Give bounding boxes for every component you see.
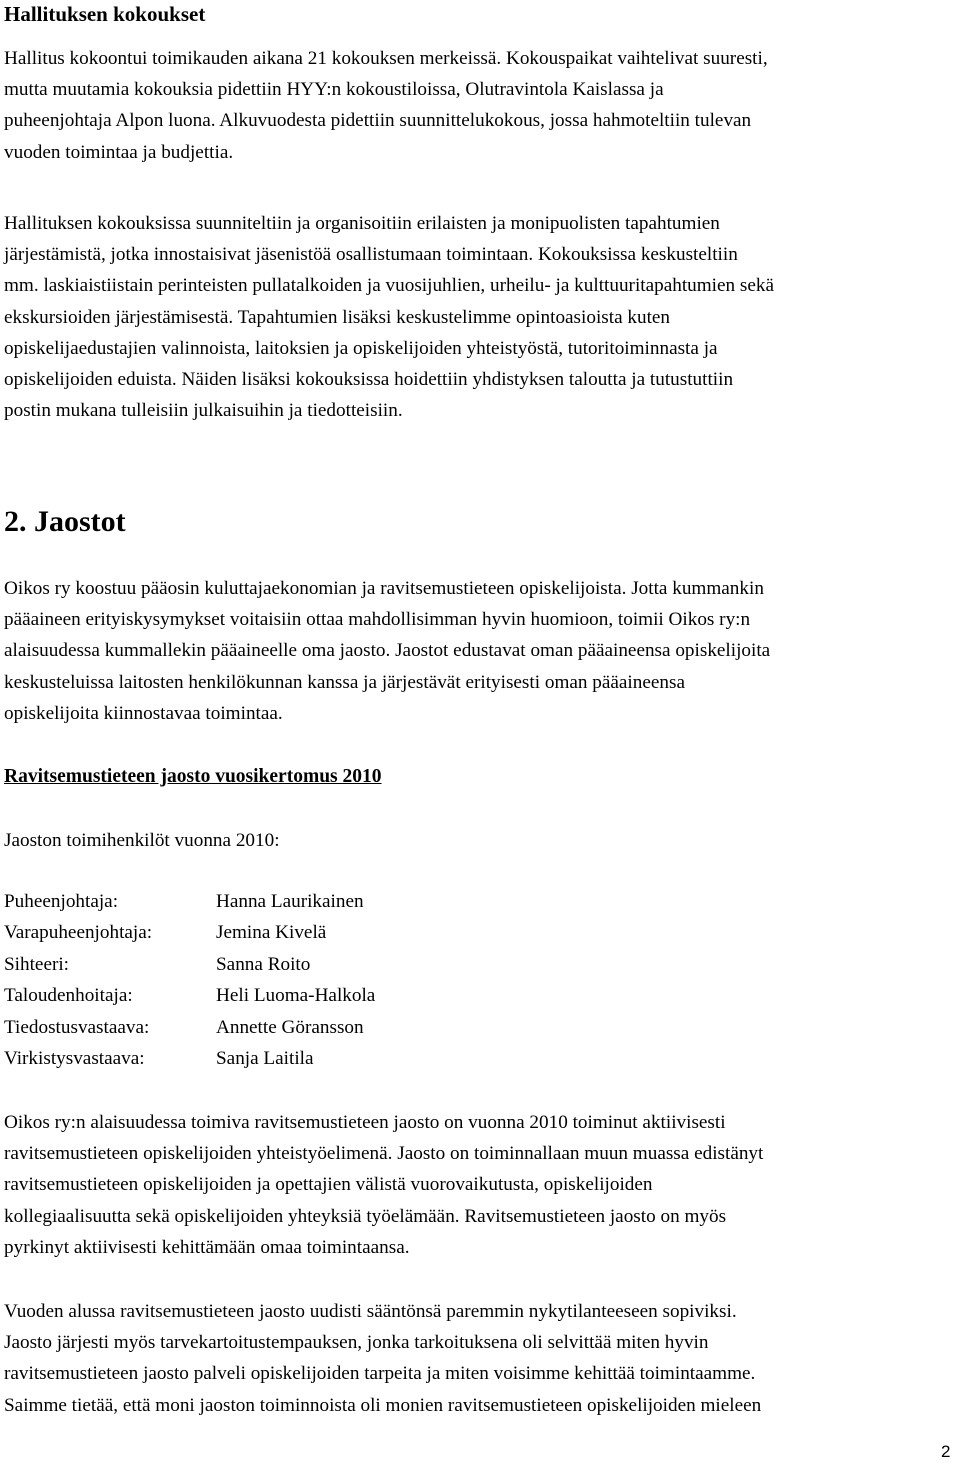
jaostot-paragraph: [4, 573, 949, 729]
text-line: mutta muutamia kokouksia pidettiin HYY:n kokoustiloissa, Olutravintola Kaislassa ja: [4, 79, 664, 101]
text-line: postin mukana tulleisiin julkaisuihin ja tiedotteisiin.: [4, 400, 403, 422]
officer-name: Sanja Laitila: [216, 1048, 314, 1070]
annual-report-paragraph-2: [4, 1296, 949, 1421]
meetings-paragraph-1: [4, 43, 949, 168]
text-line: Vuoden alussa ravitsemustieteen jaosto uudisti sääntönsä paremmin nykytilanteeseen sopiviksi.: [4, 1301, 737, 1322]
jaostot-heading: 2. Jaostot: [4, 505, 126, 538]
annual-report-paragraph-1: [4, 1107, 949, 1263]
officer-row: [4, 949, 375, 980]
officer-row: [4, 917, 375, 948]
meetings-heading: Hallituksen kokoukset: [4, 2, 206, 26]
officer-role: Virkistysvastaava:: [4, 1048, 145, 1070]
text-line: mm. laskiaistiistain perinteisten pullatalkoiden ja vuosijuhlien, urheilu- ja kulttuuritapahtumien sekä: [4, 275, 775, 297]
text-line: vuoden toimintaa ja budjettia.: [4, 141, 234, 163]
text-line: alaisuudessa kummallekin pääaineelle oma jaosto. Jaostot edustavat oman pääaineensa opiskelijoita: [4, 640, 771, 662]
text-line: ravitsemustieteen jaosto palveli opiskelijoiden tarpeita ja miten voisimme kehittää toimintaamme.: [4, 1363, 756, 1385]
text-line: Hallitus kokoontui toimikauden aikana 21 kokouksen merkeissä. Kokouspaikat vaihtelivat suuresti,: [4, 48, 768, 69]
text-line: opiskelijaedustajien valinnoista, laitoksien ja opiskelijoiden yhteistyöstä, tutoritoiminnasta ja: [4, 337, 718, 359]
text-line: ravitsemustieteen opiskelijoiden ja opettajien välistä vuorovaikutusta, opiskelijoiden: [4, 1174, 653, 1196]
officer-role: Puheenjohtaja:: [4, 891, 119, 912]
text-line: keskusteluissa laitosten henkilökunnan kanssa ja järjestävät erityisesti oman pääaineensa: [4, 671, 685, 693]
officer-name: Annette Göransson: [216, 1016, 364, 1038]
officer-role: Varapuheenjohtaja:: [4, 922, 153, 944]
page-number: 2: [941, 1442, 951, 1461]
officers-intro: [4, 825, 949, 856]
text-line: Jaoston toimihenkilöt vuonna 2010:: [4, 830, 280, 851]
officer-name: Heli Luoma-Halkola: [216, 985, 376, 1007]
text-line: ekskursioiden järjestämisestä. Tapahtumien lisäksi keskustelimme opintoasioista kuten: [4, 306, 671, 328]
text-line: Jaosto järjesti myös tarvekartoitustempauksen, jonka tarkoituksena oli selvittää miten hyvin: [4, 1332, 709, 1354]
text-line: Oikos ry:n alaisuudessa toimiva ravitsemustieteen jaosto on vuonna 2010 toiminut aktiivisesti: [4, 1112, 726, 1133]
officer-row: [4, 886, 375, 917]
officer-name: Sanna Roito: [216, 953, 311, 975]
text-line: ravitsemustieteen opiskelijoiden yhteistyöelimenä. Jaosto on toiminnallaan muun muassa edistänyt: [4, 1143, 764, 1165]
officer-role: Sihteeri:: [4, 953, 70, 975]
text-line: Hallituksen kokouksissa suunniteltiin ja organisoitiin erilaisten ja monipuolisten tapahtumien: [4, 213, 720, 234]
officer-row: [4, 1012, 375, 1043]
officer-role: Taloudenhoitaja:: [4, 985, 133, 1007]
annual-report-heading: Ravitsemustieteen jaosto vuosikertomus 2010: [4, 766, 382, 787]
text-line: opiskelijoiden eduista. Näiden lisäksi kokouksissa hoidettiin yhdistyksen taloutta ja tutustuttiin: [4, 369, 734, 391]
text-line: opiskelijoita kiinnostavaa toimintaa.: [4, 702, 283, 724]
text-line: järjestämistä, jotka innostaisivat jäsenistöä osallistumaan toimintaan. Kokouksissa keskusteltiin: [4, 244, 738, 266]
text-line: puheenjohtaja Alpon luona. Alkuvuodesta pidettiin suunnittelukokous, jossa hahmoteltiin tulevan: [4, 110, 752, 132]
officer-role: Tiedostusvastaava:: [4, 1016, 150, 1038]
officer-name: Hanna Laurikainen: [216, 891, 364, 912]
text-line: Oikos ry koostuu pääosin kuluttajaekonomian ja ravitsemustieteen opiskelijoista. Jotta kummankin: [4, 578, 764, 599]
officer-row: [4, 980, 375, 1011]
text-line: kollegiaalisuutta sekä opiskelijoiden yhteyksiä työelämään. Ravitsemustieteen jaosto on myös: [4, 1205, 727, 1227]
text-line: Saimme tietää, että moni jaoston toiminnoista oli monien ravitsemustieteen opiskelijoiden mieleen: [4, 1394, 762, 1416]
text-line: pääaineen erityiskysymykset voitaisiin ottaa mahdollisimman hyvin huomioon, toimii Oikos ry:n: [4, 609, 751, 631]
officer-row: [4, 1043, 375, 1074]
officer-name: Jemina Kivelä: [216, 922, 327, 944]
text-line: pyrkinyt aktiivisesti kehittämään omaa toimintaansa.: [4, 1236, 410, 1258]
officers-list: [4, 886, 375, 1074]
meetings-paragraph-2: [4, 208, 949, 426]
